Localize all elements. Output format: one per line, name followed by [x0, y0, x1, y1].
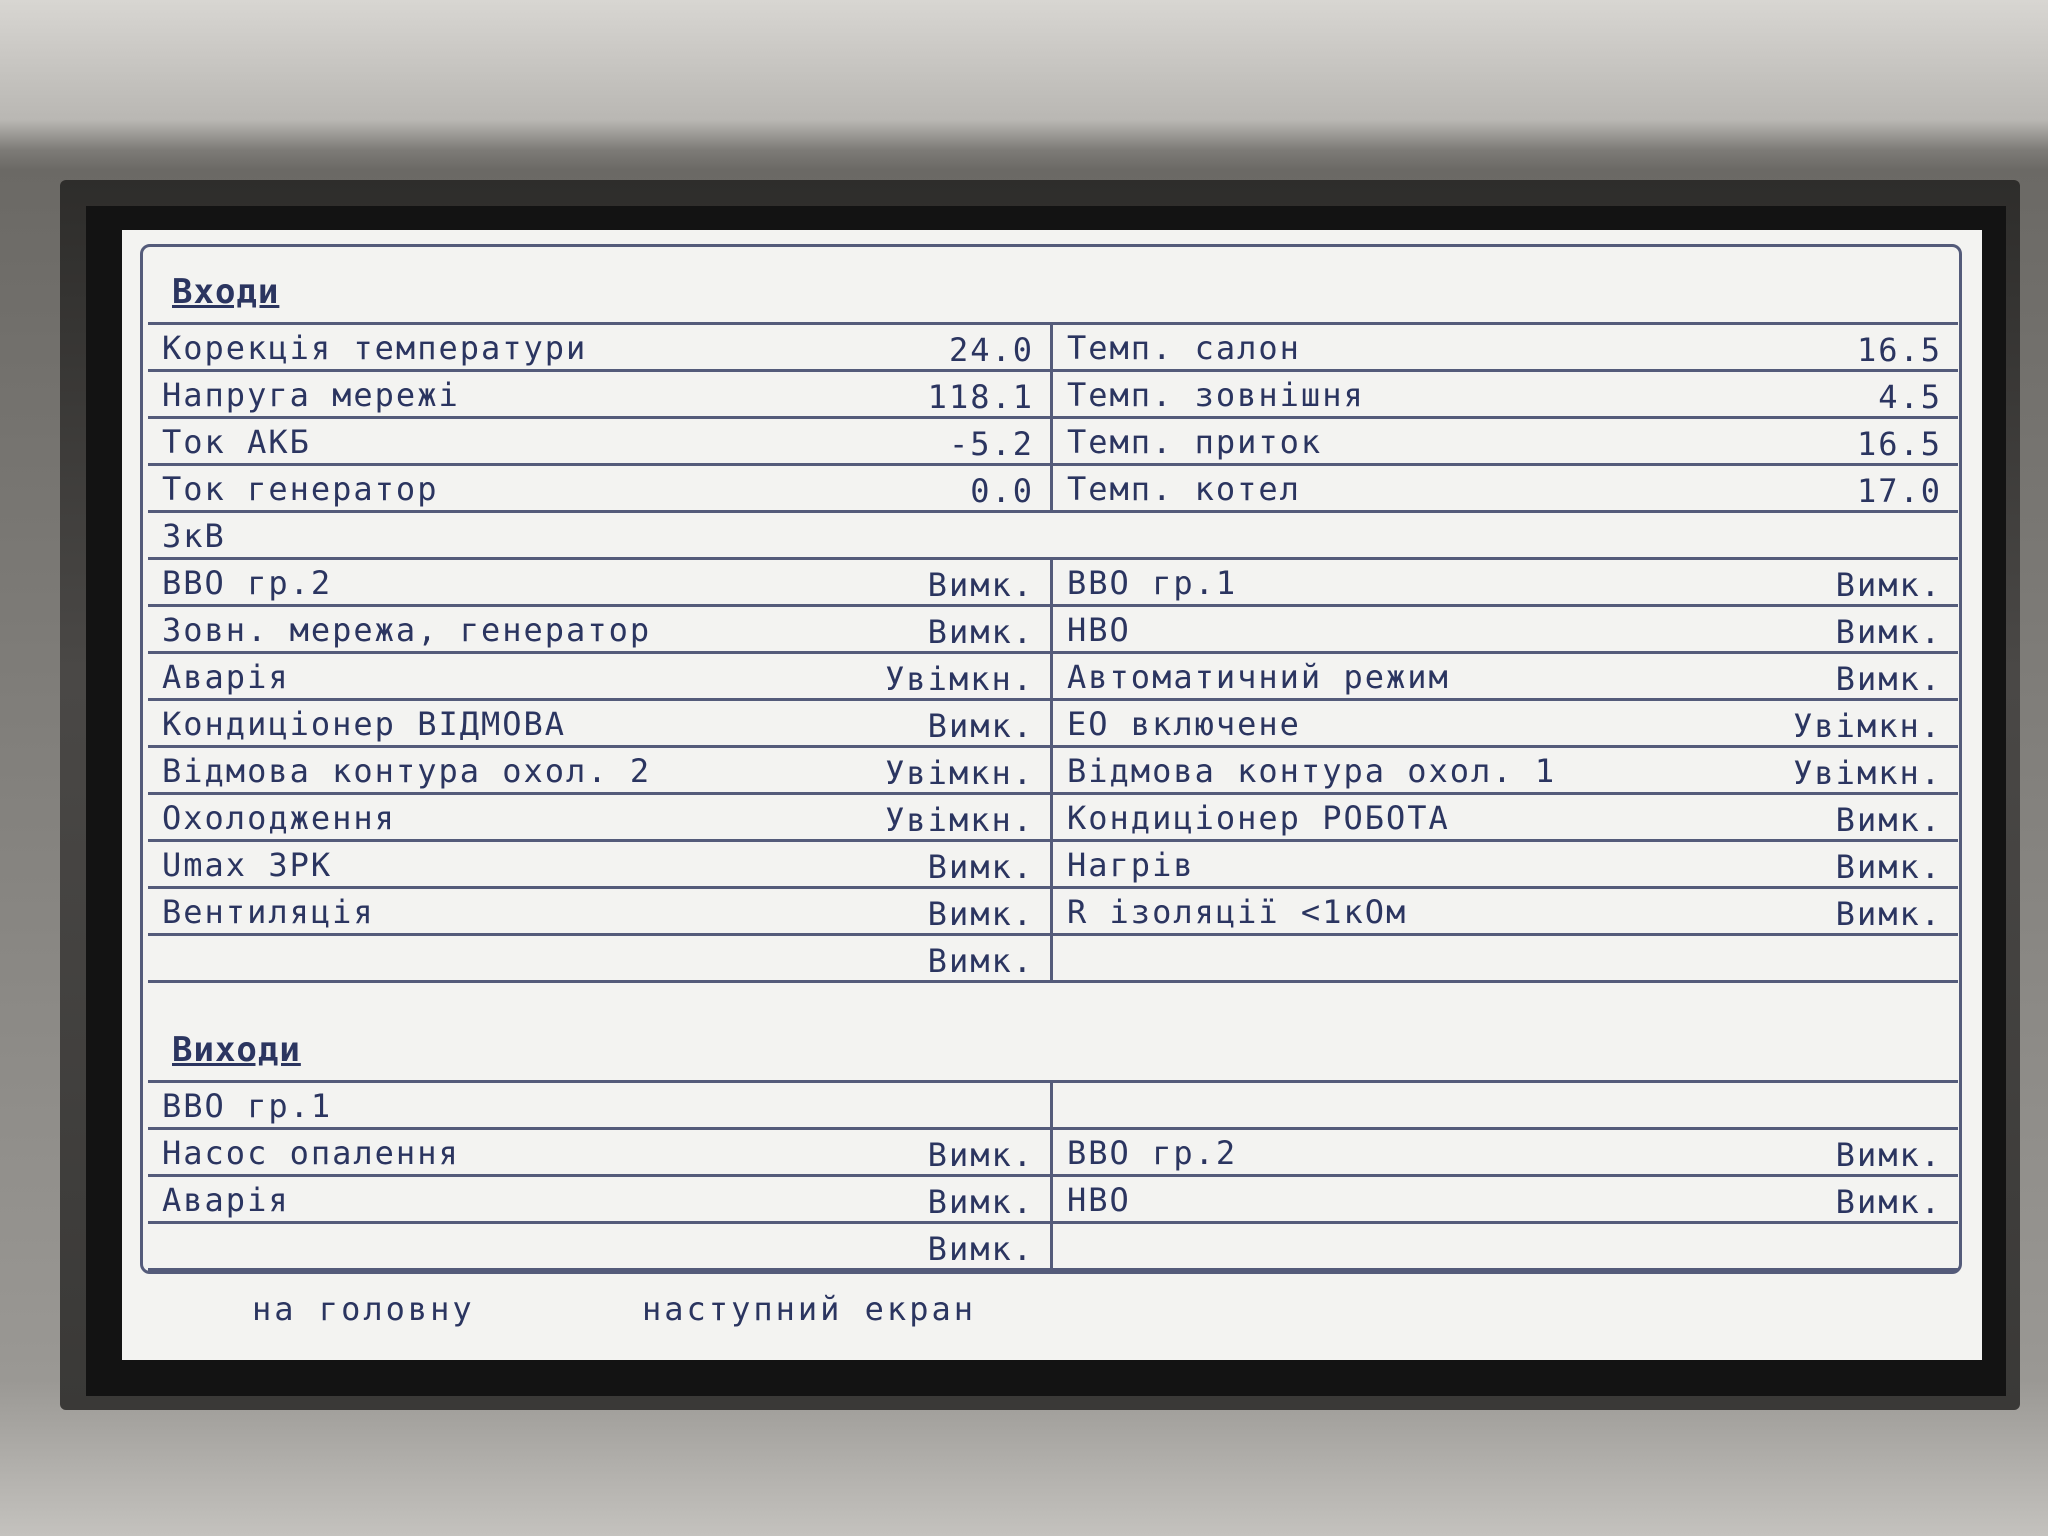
table-cell [148, 560, 1053, 604]
table-row [148, 748, 1958, 795]
row-label: Ток АКБ [162, 423, 311, 461]
row-value: Вимк. [1835, 660, 1942, 698]
row-value: Вимк. [1835, 566, 1942, 604]
table-cell [1053, 419, 1958, 463]
table-cell [1053, 372, 1958, 416]
row-label: ВВО гр.1 [162, 1087, 333, 1125]
row-value: 0.0 [970, 472, 1034, 510]
table-row [148, 795, 1958, 842]
row-value: Вимк. [1835, 801, 1942, 839]
row-value: Вимк. [927, 848, 1034, 886]
table-cell [1053, 466, 1958, 510]
table-cell [1053, 748, 1958, 792]
row-value: Вимк. [927, 895, 1034, 933]
table-cell [148, 889, 1053, 933]
table-cell [148, 1130, 1053, 1174]
table-cell [148, 842, 1053, 886]
row-label: ВВО гр.2 [1067, 1134, 1238, 1172]
row-value: Вимк. [1835, 1183, 1942, 1221]
table-cell [1053, 1083, 1958, 1127]
row-value: Вимк. [1835, 895, 1942, 933]
table-row [148, 466, 1958, 513]
group-label: ЗкВ [162, 517, 226, 555]
outputs-title: Виходи [172, 1030, 301, 1070]
table-row [148, 372, 1958, 419]
lcd-screen [122, 230, 1982, 1360]
row-label: Кондиціонер ВІДМОВА [162, 705, 567, 743]
row-label: Відмова контура охол. 1 [1067, 752, 1557, 790]
row-label: НВО [1067, 611, 1131, 649]
table-cell [148, 1083, 1053, 1127]
table-cell [148, 1224, 1053, 1268]
row-label: Аварія [162, 1181, 290, 1219]
row-value: Вимк. [927, 707, 1034, 745]
row-value: -5.2 [948, 425, 1034, 463]
row-value: Вимк. [927, 566, 1034, 604]
row-label: Корекція температури [162, 329, 588, 367]
row-value: 4.5 [1878, 378, 1942, 416]
table-cell [148, 1177, 1053, 1221]
row-value: Вимк. [927, 1230, 1034, 1268]
row-value: Вимк. [1835, 613, 1942, 651]
row-label: Відмова контура охол. 2 [162, 752, 652, 790]
row-value: Увімкн. [885, 660, 1034, 698]
table-cell [148, 419, 1053, 463]
row-value: Увімкн. [885, 754, 1034, 792]
row-label: Зовн. мережа, генератор [162, 611, 652, 649]
table-cell [1053, 654, 1958, 698]
outputs-table [148, 1080, 1958, 1271]
row-label: Охолодження [162, 799, 396, 837]
row-value: Вимк. [927, 1183, 1034, 1221]
table-cell [1053, 795, 1958, 839]
row-label: Темп. котел [1067, 470, 1301, 508]
inputs-title: Входи [172, 272, 280, 312]
home-button[interactable]: на головну [252, 1290, 475, 1328]
row-value: Увімкн. [1793, 707, 1942, 745]
row-value: 118.1 [927, 378, 1034, 416]
row-label: Вентиляція [162, 893, 375, 931]
table-cell [148, 513, 1958, 557]
row-value: 16.5 [1856, 331, 1942, 369]
table-cell [148, 607, 1053, 651]
table-cell [148, 372, 1053, 416]
table-cell [1053, 325, 1958, 369]
row-label: Напруга мережі [162, 376, 460, 414]
row-label: ЕО включене [1067, 705, 1301, 743]
row-value: Вимк. [927, 613, 1034, 651]
row-label: R ізоляції <1кОм [1067, 893, 1408, 931]
table-row [148, 1224, 1958, 1271]
table-cell [1053, 560, 1958, 604]
table-cell [1053, 936, 1958, 980]
table-cell [1053, 1130, 1958, 1174]
row-label: Аварія [162, 658, 290, 696]
row-value: Вимк. [927, 942, 1034, 980]
table-cell [1053, 842, 1958, 886]
row-label: Темп. салон [1067, 329, 1301, 367]
row-label: Ток генератор [162, 470, 439, 508]
row-value: Вимк. [1835, 1136, 1942, 1174]
row-value: 16.5 [1856, 425, 1942, 463]
table-cell [148, 701, 1053, 745]
row-label: ВВО гр.2 [162, 564, 333, 602]
table-row [148, 701, 1958, 748]
table-row [148, 936, 1958, 983]
row-label: ВВО гр.1 [1067, 564, 1238, 602]
table-row [148, 325, 1958, 372]
table-cell [1053, 1224, 1958, 1268]
table-row [148, 607, 1958, 654]
table-cell [148, 325, 1053, 369]
table-row [148, 513, 1958, 560]
table-cell [148, 466, 1053, 510]
table-row [148, 1177, 1958, 1224]
row-value: 17.0 [1856, 472, 1942, 510]
table-row [148, 1083, 1958, 1130]
table-row [148, 560, 1958, 607]
row-label: Темп. зовнішня [1067, 376, 1365, 414]
row-value: Вимк. [1835, 848, 1942, 886]
row-label: Автоматичний режим [1067, 658, 1450, 696]
table-cell [148, 654, 1053, 698]
row-value: Увімкн. [1793, 754, 1942, 792]
table-row [148, 419, 1958, 466]
row-label: Темп. приток [1067, 423, 1323, 461]
table-cell [1053, 1177, 1958, 1221]
row-label: НВО [1067, 1181, 1131, 1219]
table-row [148, 654, 1958, 701]
table-row [148, 1130, 1958, 1177]
row-label: Кондиціонер РОБОТА [1067, 799, 1450, 837]
row-label: Umax ЗРК [162, 846, 333, 884]
row-label: Насос опалення [162, 1134, 460, 1172]
row-label: Нагрів [1067, 846, 1195, 884]
table-cell [148, 936, 1053, 980]
table-cell [1053, 607, 1958, 651]
inputs-analog-table [148, 322, 1958, 983]
table-cell [1053, 889, 1958, 933]
table-row [148, 889, 1958, 936]
table-cell [148, 795, 1053, 839]
row-value: Вимк. [927, 1136, 1034, 1174]
next-screen-button[interactable]: наступний екран [642, 1290, 976, 1328]
row-value: Увімкн. [885, 801, 1034, 839]
table-row [148, 842, 1958, 889]
row-value: 24.0 [948, 331, 1034, 369]
table-cell [148, 748, 1053, 792]
table-cell [1053, 701, 1958, 745]
